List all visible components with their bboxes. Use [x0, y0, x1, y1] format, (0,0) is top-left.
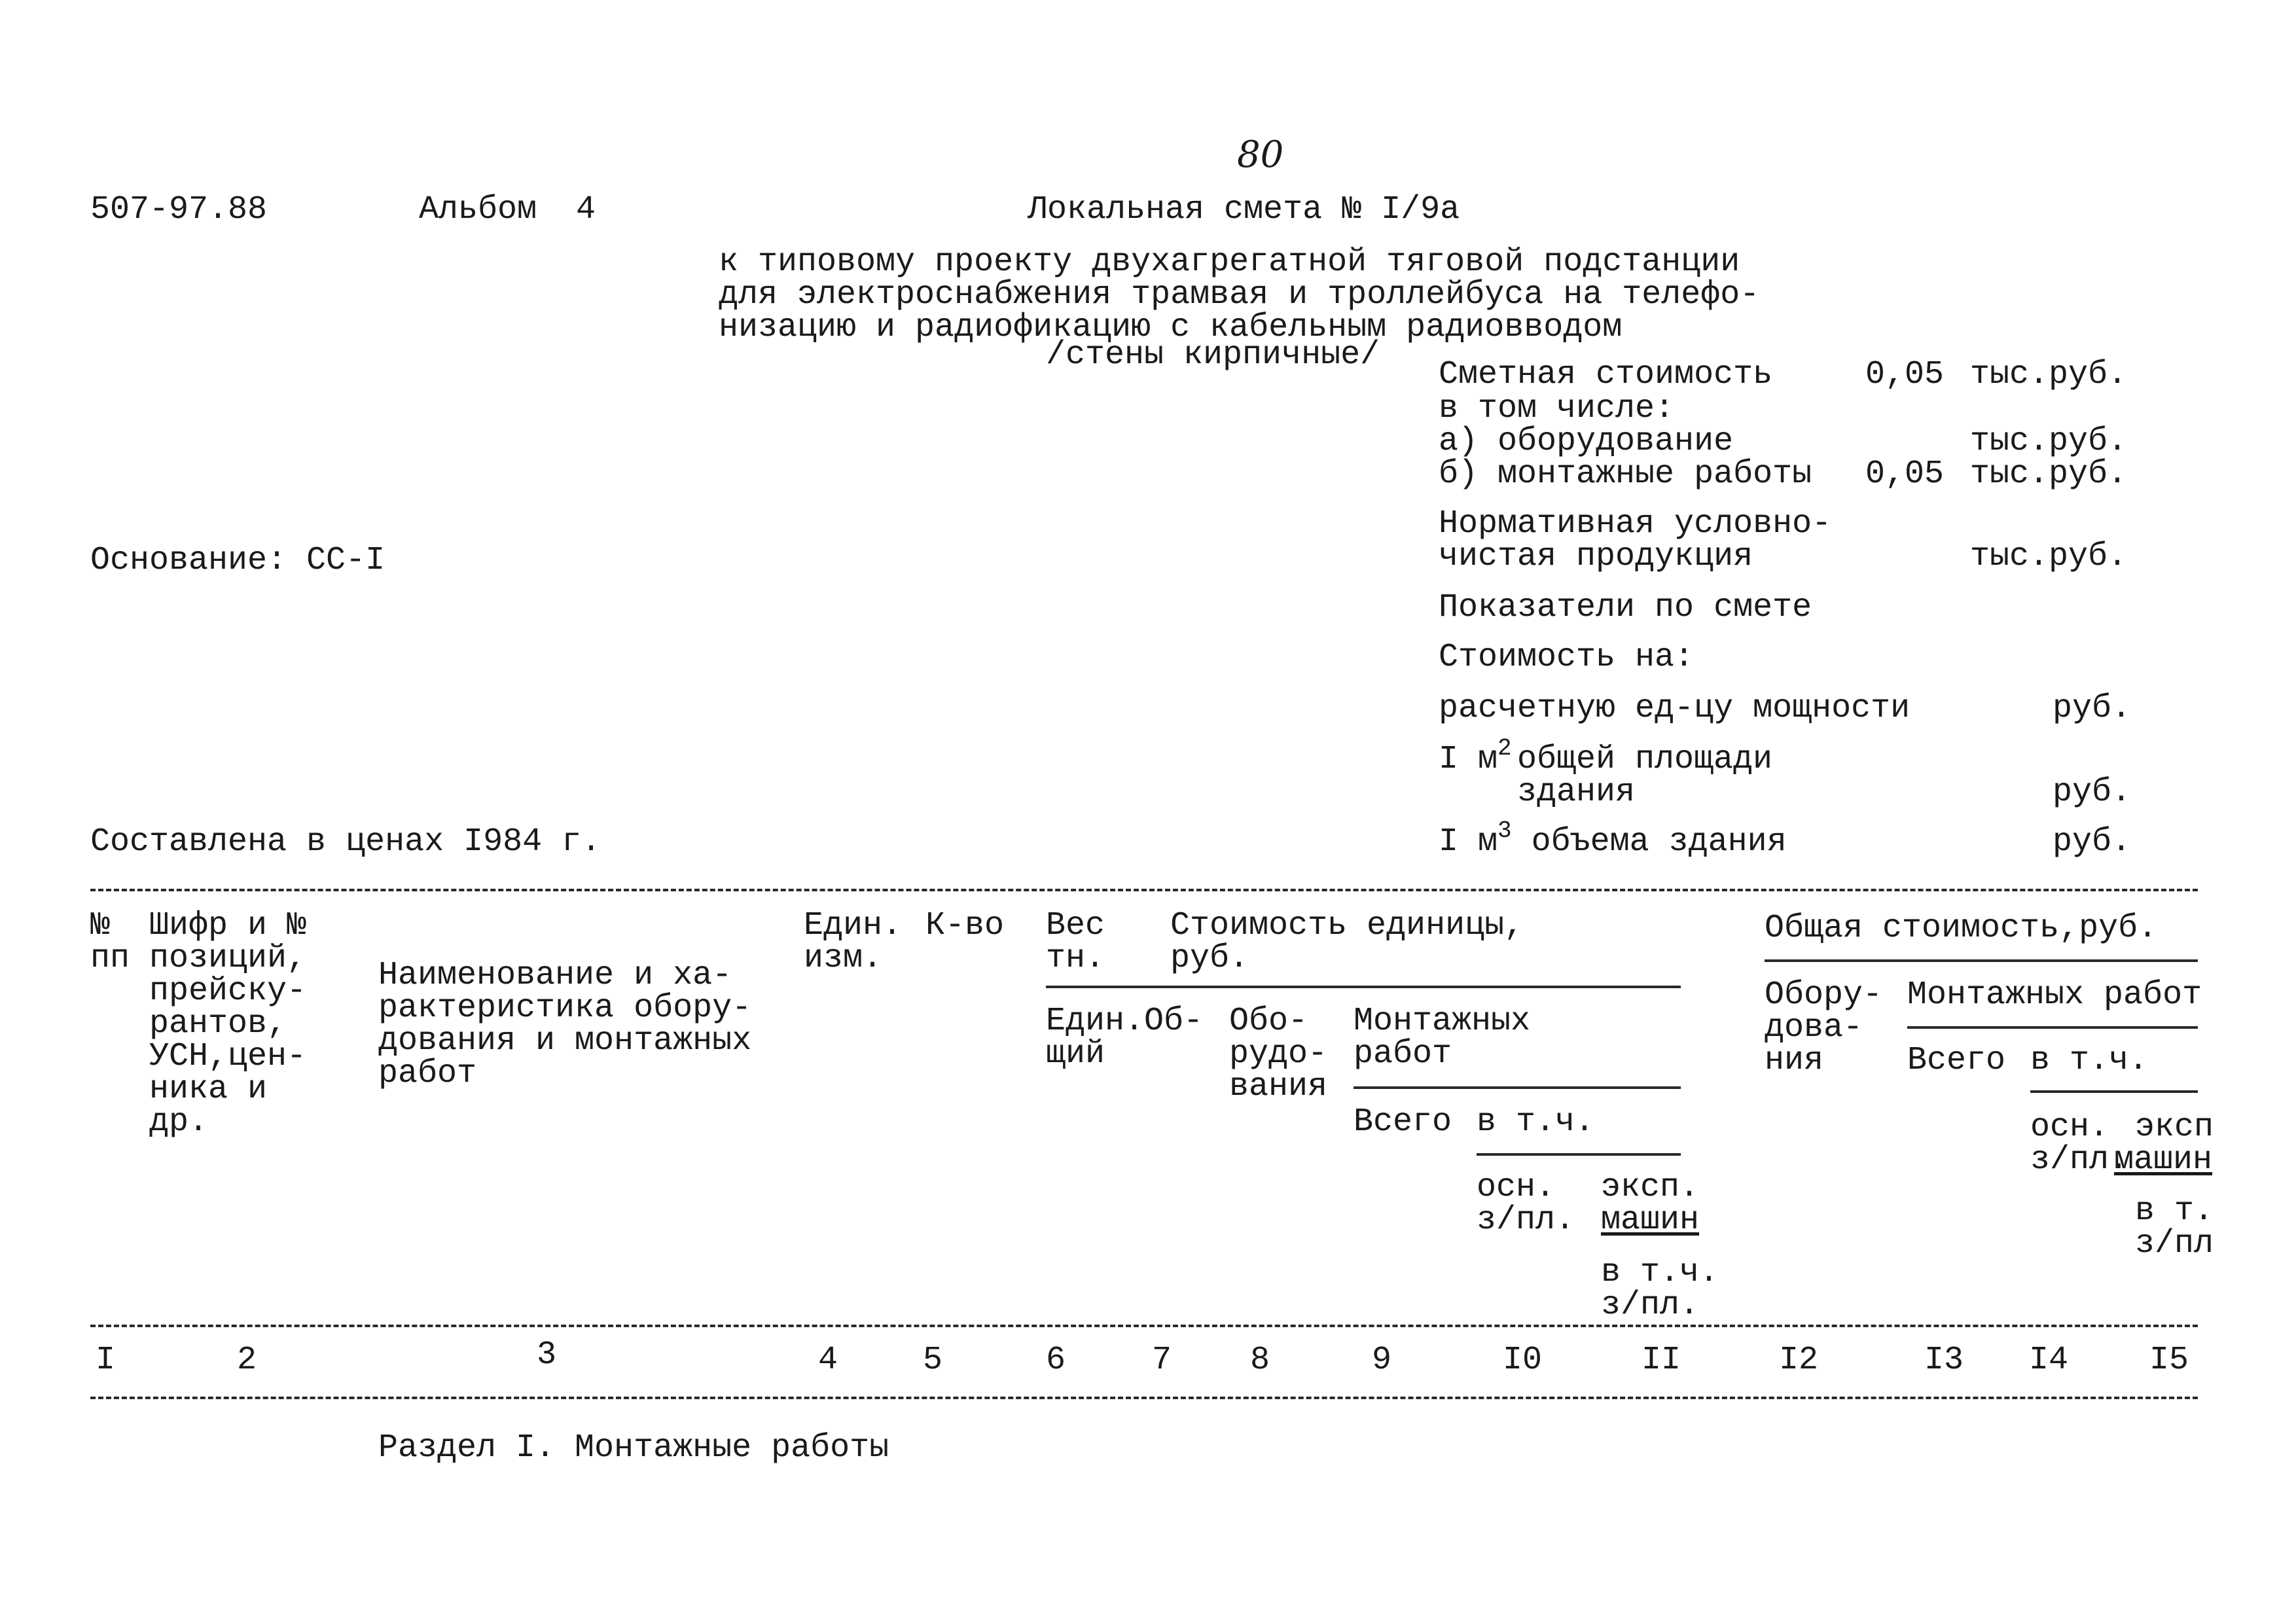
- header-col-code: Шифр и № позиций, прейску- рантов, УСН,цен- ника и др.: [149, 907, 307, 1141]
- per-power-label: расчетную ед-цу мощности: [1439, 690, 1910, 727]
- header-col-unit: Един. изм.: [804, 907, 903, 977]
- install-label: б) монтажные работы: [1439, 455, 1812, 493]
- column-number: 6: [1046, 1342, 1066, 1379]
- header-total-install-all: Всего: [1907, 1042, 2006, 1079]
- estimate-cost-value: 0,05: [1865, 356, 1945, 393]
- header-total-machines-2: машин: [2114, 1141, 2213, 1179]
- walls-note: /стены кирпичные/: [1046, 336, 1380, 374]
- basis-note: Основание: СС-I: [90, 542, 386, 579]
- equipment-unit: тыс.руб.: [1970, 423, 2128, 460]
- column-numbers-top-border: [90, 1325, 2198, 1327]
- per-m2-unit: руб.: [2053, 774, 2132, 811]
- column-number: 3: [537, 1336, 557, 1374]
- header-unit-general: Един.Об- щий: [1046, 1003, 1204, 1073]
- header-machines: эксп.: [1601, 1169, 1700, 1206]
- install-unit: тыс.руб.: [1970, 455, 2128, 493]
- column-number: 2: [237, 1342, 257, 1379]
- install-value: 0,05: [1865, 455, 1945, 493]
- prices-year-note: Составлена в ценах I984 г.: [90, 823, 601, 861]
- album-label: Альбом 4: [419, 191, 596, 228]
- header-machines-2: машин: [1601, 1202, 1700, 1239]
- header-total-machines-wage: в т. з/пл: [2135, 1192, 2214, 1262]
- normative-label: Нормативная условно- чистая продукция: [1439, 505, 1832, 575]
- column-number: II: [1641, 1342, 1681, 1379]
- header-col-quantity: К-во: [925, 907, 1005, 944]
- per-m2-label: общей площади здания: [1517, 741, 1773, 811]
- total-install-incl-rule: [2030, 1090, 2198, 1093]
- column-number: I2: [1779, 1342, 1819, 1379]
- install-unit-rule: [1354, 1086, 1681, 1089]
- header-install-unit: Монтажных работ: [1354, 1003, 1531, 1073]
- indicators-label: Показатели по смете: [1439, 589, 1812, 626]
- column-number: I3: [1924, 1342, 1964, 1379]
- estimate-cost-label: Сметная стоимость: [1439, 356, 1773, 393]
- column-number: 4: [818, 1342, 838, 1379]
- column-numbers-bottom-border: [90, 1397, 2198, 1399]
- header-equip-unit: Обо- рудо- вания: [1229, 1003, 1328, 1105]
- column-number: I5: [2149, 1342, 2189, 1379]
- header-col-name: Наименование и ха- рактеристика обору- дования и монтажных работ: [378, 957, 752, 1092]
- per-m3-unit: руб.: [2053, 823, 2132, 861]
- unit-cost-rule: [1046, 986, 1681, 988]
- total-cost-rule: [1765, 959, 2198, 962]
- per-m2-line: I $м^2$: [1439, 735, 1512, 778]
- header-total-install-incl: в т.ч.: [2030, 1042, 2149, 1079]
- header-unit-cost: Стоимость единицы, руб.: [1170, 907, 1524, 977]
- column-number: I: [96, 1342, 116, 1379]
- header-total-equip: Обору- дова- ния: [1765, 976, 1883, 1079]
- per-power-unit: руб.: [2053, 690, 2132, 727]
- column-number: 7: [1152, 1342, 1172, 1379]
- page-number: 80: [1237, 134, 1284, 176]
- section-title: Раздел I. Монтажные работы: [378, 1429, 889, 1467]
- column-number: I4: [2029, 1342, 2069, 1379]
- column-number: 8: [1250, 1342, 1270, 1379]
- column-number: 9: [1372, 1342, 1392, 1379]
- header-base-wage: осн. з/пл.: [1477, 1169, 1575, 1239]
- cost-on-label: Стоимость на:: [1439, 639, 1695, 676]
- header-machines-wage: в т.ч. з/пл.: [1601, 1254, 1719, 1324]
- column-number: 5: [923, 1342, 943, 1379]
- equipment-label: а) оборудование: [1439, 423, 1734, 460]
- estimate-title: Локальная смета № I/9а: [1028, 191, 1460, 228]
- column-number: I0: [1503, 1342, 1543, 1379]
- header-col-number: № пп: [90, 907, 130, 977]
- per-m3-line: I $м^3$ объема здания: [1439, 817, 1787, 861]
- total-install-rule: [1907, 1026, 2198, 1029]
- estimate-cost-unit: тыс.руб.: [1970, 356, 2128, 393]
- estimate-subtitle: к типовому проекту двухагрегатной тяговой подстанции для электроснабжения трамвая и троллейбуса на телефо- низацию и радиофикацию с кабельным радиовводом: [719, 243, 1760, 346]
- install-incl-rule: [1477, 1153, 1681, 1156]
- header-total-install: Монтажных работ: [1907, 976, 2202, 1014]
- normative-unit: тыс.руб.: [1970, 538, 2128, 575]
- including-label: в том числе:: [1439, 390, 1675, 427]
- document-code: 507-97.88: [90, 191, 268, 228]
- header-col-weight: Вес тн.: [1046, 907, 1105, 977]
- header-install-incl: в т.ч.: [1477, 1103, 1595, 1141]
- header-total-cost: Общая стоимость,руб.: [1765, 910, 2158, 947]
- header-total-base-wage: осн. з/пл.: [2030, 1109, 2129, 1179]
- table-top-border: [90, 889, 2198, 891]
- header-install-total: Всего: [1354, 1103, 1452, 1141]
- header-total-machines: эксп: [2135, 1109, 2214, 1146]
